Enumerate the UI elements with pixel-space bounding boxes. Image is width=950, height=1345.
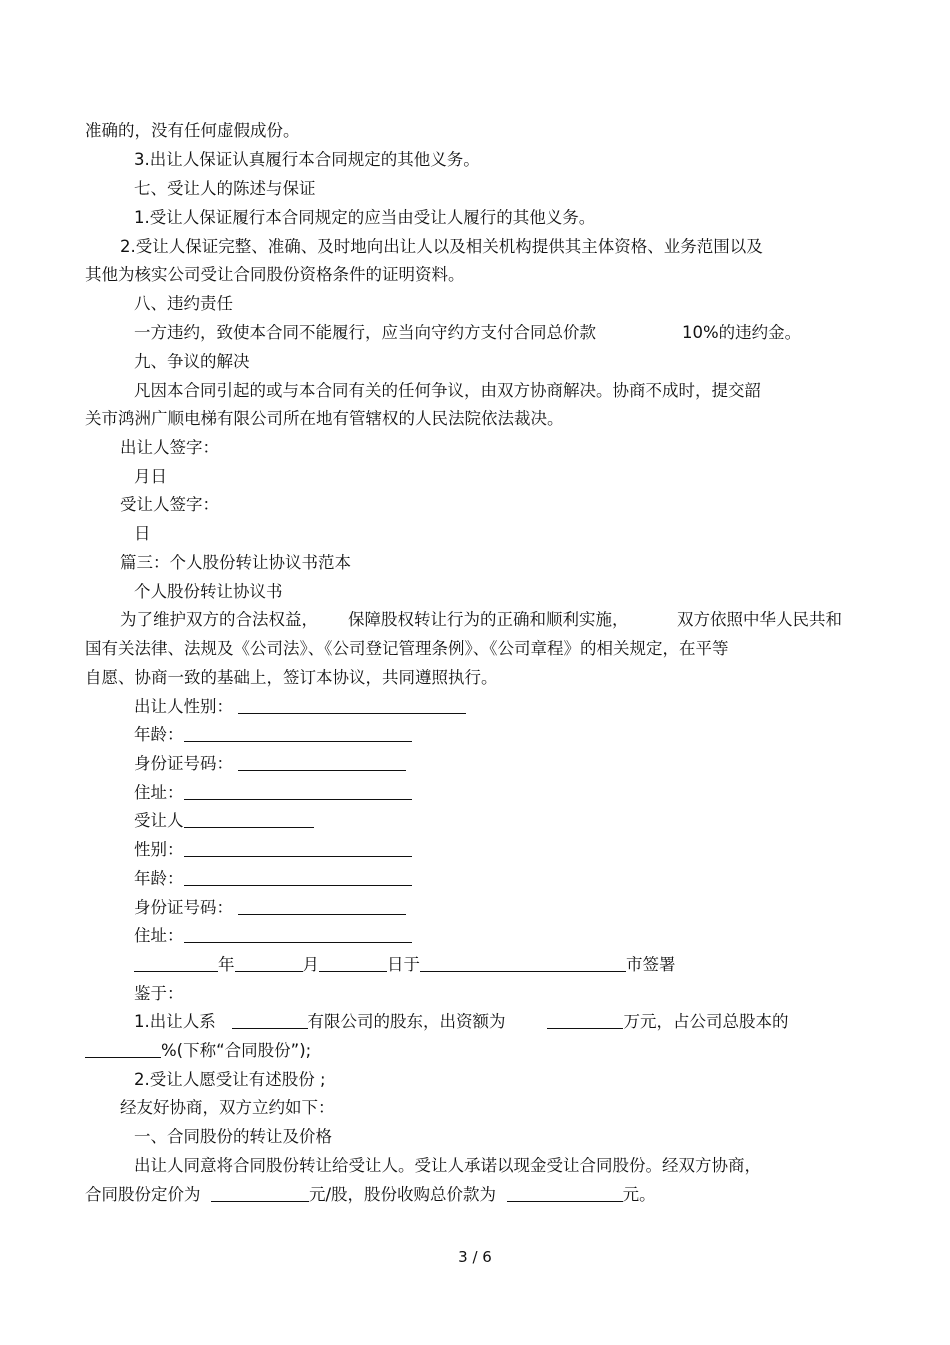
blank-line (184, 811, 314, 828)
transferee-age-field (134, 869, 412, 889)
body-text: 凡因本合同引起的或与本合同有关的任何争议，由双方协商解决。协商不成时，提交韶 (134, 381, 761, 400)
year-label: 年 (218, 955, 235, 974)
blank-line (547, 1012, 623, 1029)
day-label: 日于 (387, 955, 420, 974)
clause-text: 有限公司的股东，出资额为 (307, 1012, 506, 1031)
blank-line (184, 869, 412, 886)
blank-line (235, 955, 303, 972)
body-text: 自愿、协商一致的基础上，签订本协议，共同遵照执行。 (85, 668, 498, 687)
clause-text: 1.出让人系 (134, 1012, 216, 1031)
blank-line (184, 926, 412, 943)
section-heading: 七、受让人的陈述与保证 (134, 179, 316, 198)
body-text: 其他为核实公司受让合同股份资格条件的证明资料。 (85, 265, 465, 284)
field-label: 出让人性别： (134, 697, 233, 716)
blank-line (232, 1012, 308, 1029)
body-text: 经友好协商，双方立约如下： (120, 1098, 335, 1117)
document-title: 个人股份转让协议书 (134, 582, 283, 601)
body-text: 出让人同意将合同股份转让给受让人。受让人承诺以现金受让合同股份。经双方协商， (134, 1156, 761, 1175)
section-heading: 八、违约责任 (134, 294, 233, 313)
body-text: 2.受让人保证完整、准确、及时地向出让人以及相关机构提供其主体资格、业务范围以及 (120, 237, 763, 256)
clause-text: 元/股，股份收购总价款为 (309, 1185, 497, 1204)
transferee-field (134, 811, 314, 831)
blank-line (211, 1185, 309, 1202)
field-label: 性别： (134, 840, 184, 859)
body-text: 鉴于： (134, 984, 184, 1003)
body-text: 1.受让人保证履行本合同规定的应当由受让人履行的其他义务。 (134, 208, 596, 227)
clause-line (85, 1185, 656, 1205)
blank-line (85, 1041, 161, 1058)
city-label: 市签署 (626, 955, 676, 974)
transferee-address-field (134, 926, 412, 946)
signature-label: 出让人签字： (120, 438, 219, 457)
page-number: 3 / 6 (458, 1248, 492, 1266)
month-label: 月 (302, 955, 319, 974)
section-heading: 一、合同股份的转让及价格 (134, 1127, 332, 1146)
field-label: 身份证号码： (134, 754, 233, 773)
blank-line (184, 783, 412, 800)
body-text: 10%的违约金。 (682, 323, 802, 342)
clause-line (85, 1041, 311, 1061)
signature-date: 月日 (134, 467, 167, 486)
body-text: 关市鸿洲广顺电梯有限公司所在地有管辖权的人民法院依法裁决。 (85, 409, 564, 428)
transferor-age-field (134, 725, 412, 745)
transferee-id-field (134, 898, 406, 918)
clause-text: 元。 (622, 1185, 656, 1204)
body-text: 国有关法律、法规及《公司法》、《公司登记管理条例》、《公司章程》的相关规定，在平等 (85, 639, 729, 658)
blank-line (134, 955, 218, 972)
transferee-gender-field (134, 840, 412, 860)
transferor-id-field (134, 754, 406, 774)
field-label: 住址： (134, 783, 184, 802)
body-text: 2.受让人愿受让有述股份 ; (134, 1070, 326, 1089)
body-text: 为了维护双方的合法权益， (120, 610, 318, 629)
blank-line (184, 725, 412, 742)
blank-line (238, 754, 406, 771)
signature-label: 受让人签字： (120, 495, 219, 514)
body-text: 保障股权转让行为的正确和顺利实施， (348, 610, 629, 629)
section-heading: 九、争议的解决 (134, 352, 250, 371)
field-label: 受让人 (134, 811, 184, 830)
blank-line (238, 898, 406, 915)
blank-line (420, 955, 626, 972)
section-heading: 篇三：个人股份转让协议书范本 (120, 553, 351, 572)
blank-line (184, 840, 412, 857)
field-label: 身份证号码： (134, 898, 233, 917)
clause-text: 万元，占公司总股本的 (623, 1012, 789, 1031)
blank-line (507, 1185, 623, 1202)
clause-text: 合同股份定价为 (85, 1185, 201, 1204)
blank-line (319, 955, 387, 972)
field-label: 年龄： (134, 869, 184, 888)
transferor-address-field (134, 783, 412, 803)
body-text: 准确的，没有任何虚假成份。 (85, 121, 300, 140)
clause-line (134, 1012, 788, 1032)
field-label: 年龄： (134, 725, 184, 744)
body-text: 双方依照中华人民共和 (677, 610, 842, 629)
body-text: 一方违约，致使本合同不能履行，应当向守约方支付合同总价款 (134, 323, 596, 342)
clause-text: %(下称“合同股份”); (161, 1041, 312, 1060)
field-label: 住址： (134, 926, 184, 945)
signature-date: 日 (134, 524, 151, 543)
body-text: 3.出让人保证认真履行本合同规定的其他义务。 (134, 150, 480, 169)
signing-date-line (134, 955, 676, 975)
blank-line (238, 697, 466, 714)
transferor-gender-field (134, 697, 466, 717)
